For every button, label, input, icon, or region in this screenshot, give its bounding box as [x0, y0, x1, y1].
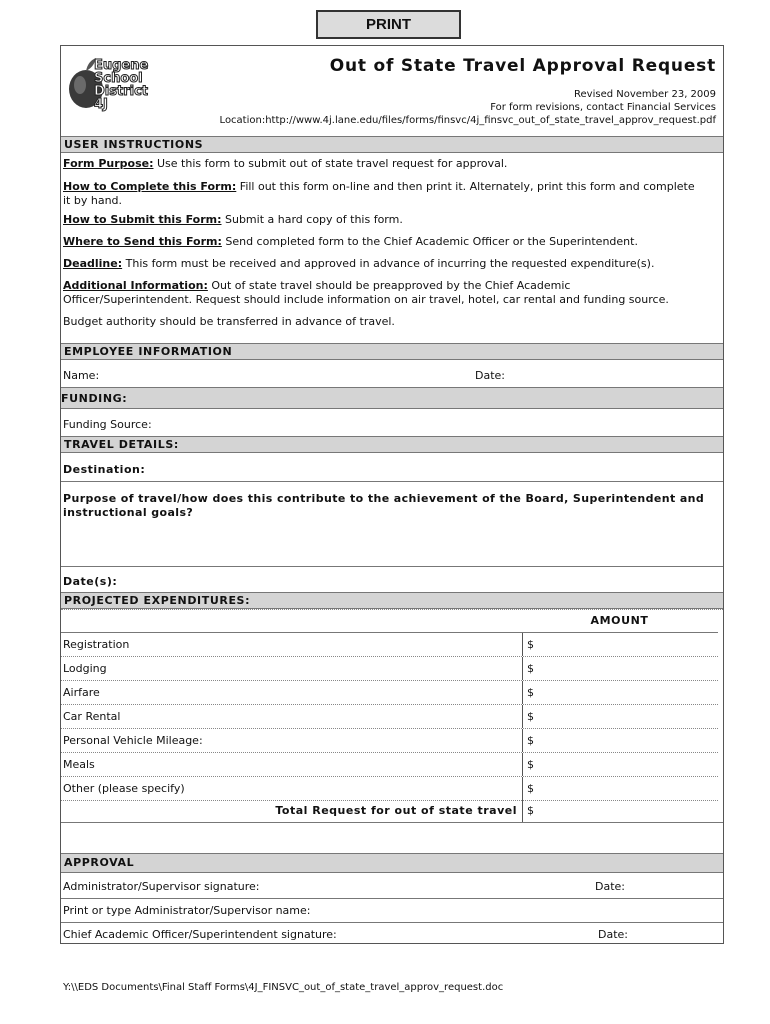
expenditures-header: PROJECTED EXPENDITURES: [61, 592, 723, 609]
purpose-instruction: Form Purpose: Use this form to submit out of state travel request for approval. [63, 157, 508, 170]
name-field[interactable] [100, 362, 470, 386]
admin-name-field[interactable] [325, 899, 718, 921]
expense-label: Personal Vehicle Mileage: [63, 734, 203, 747]
purpose-of-travel-field[interactable] [63, 522, 718, 564]
expense-amount-field[interactable] [522, 729, 717, 752]
expense-label: Registration [63, 638, 130, 651]
employee-date-label: Date: [475, 369, 505, 382]
admin-date-label: Date: [595, 880, 625, 893]
expense-label: Car Rental [63, 710, 121, 723]
send-instruction: Where to Send this Form: Send completed form to the Chief Academic Officer or the Superintendent. [63, 235, 638, 248]
total-amount-field[interactable] [522, 799, 717, 822]
expense-label: Meals [63, 758, 95, 771]
employee-date-field[interactable] [510, 362, 720, 386]
admin-date-field[interactable] [628, 874, 718, 896]
complete-instruction: How to Complete this Form: Fill out this form on-line and then print it. Alternately, print this form and complete [63, 180, 695, 193]
name-label: Name: [63, 369, 100, 382]
revised-date: Revised November 23, 2009 [574, 89, 716, 100]
travel-details-header: TRAVEL DETAILS: [61, 436, 723, 453]
expense-amount-field[interactable] [522, 705, 717, 728]
currency-symbol: $ [527, 782, 534, 795]
district-logo [66, 55, 166, 110]
footer-file-path: Y:\\EDS Documents\Final Staff Forms\4J_FINSVC_out_of_state_travel_approv_request.doc [63, 982, 504, 993]
logo-line-1: Eugene [94, 58, 149, 73]
divider [61, 566, 723, 567]
table-row [61, 705, 723, 729]
table-row [61, 777, 723, 801]
cao-date-field[interactable] [630, 923, 718, 943]
table-row [61, 753, 723, 777]
funding-source-field[interactable] [160, 411, 720, 435]
logo-line-2: School [94, 71, 143, 86]
currency-symbol: $ [527, 686, 534, 699]
expense-label: Airfare [63, 686, 100, 699]
user-instructions-header: USER INSTRUCTIONS [61, 136, 723, 153]
amount-header: AMOUNT [590, 614, 649, 627]
logo-line-3: District 4J [94, 84, 148, 112]
table-row [61, 657, 723, 681]
currency-symbol: $ [527, 710, 534, 723]
destination-field[interactable] [145, 457, 720, 481]
dotted-divider [61, 609, 723, 610]
divider [61, 822, 723, 823]
revisions-contact: For form revisions, contact Financial Services [490, 102, 716, 113]
deadline-instruction: Deadline: This form must be received and approved in advance of incurring the requested expenditure(s). [63, 257, 655, 270]
currency-symbol: $ [527, 804, 534, 817]
table-row [61, 681, 723, 705]
total-label: Total Request for out of state travel [275, 804, 517, 817]
expense-label: Other (please specify) [63, 782, 185, 795]
submit-instruction: How to Submit this Form: Submit a hard copy of this form. [63, 213, 403, 226]
currency-symbol: $ [527, 734, 534, 747]
funding-header: FUNDING: [61, 387, 723, 409]
expense-amount-field[interactable] [522, 753, 717, 776]
funding-source-label: Funding Source: [63, 418, 152, 431]
additional-instruction-cont: Officer/Superintendent. Request should include information on air travel, hotel, car rental and funding source. [63, 293, 669, 306]
additional-instruction: Additional Information: Out of state travel should be preapproved by the Chief Academic [63, 279, 571, 292]
cao-signature-label: Chief Academic Officer/Superintendent signature: [63, 928, 337, 941]
dates-label: Date(s): [63, 575, 118, 588]
currency-symbol: $ [527, 662, 534, 675]
approval-header: APPROVAL [61, 853, 723, 873]
dates-field[interactable] [120, 569, 720, 591]
purpose-of-travel-label-cont: instructional goals? [63, 506, 194, 519]
budget-instruction: Budget authority should be transferred in advance of travel. [63, 315, 395, 328]
currency-symbol: $ [527, 638, 534, 651]
expense-amount-field[interactable] [522, 633, 717, 656]
cao-date-label: Date: [598, 928, 628, 941]
expense-amount-field[interactable] [522, 657, 717, 680]
print-button[interactable]: PRINT [316, 10, 461, 39]
expense-label: Lodging [63, 662, 107, 675]
table-row [61, 633, 723, 657]
divider [61, 481, 723, 482]
table-row [61, 729, 723, 753]
expense-amount-field[interactable] [522, 681, 717, 704]
admin-signature-field[interactable] [270, 874, 590, 896]
purpose-of-travel-label: Purpose of travel/how does this contribute to the achievement of the Board, Superintendent and [63, 492, 705, 505]
form-title: Out of State Travel Approval Request [329, 56, 716, 76]
employee-info-header: EMPLOYEE INFORMATION [61, 343, 723, 360]
admin-name-label: Print or type Administrator/Supervisor name: [63, 904, 311, 917]
destination-label: Destination: [63, 463, 146, 476]
admin-signature-label: Administrator/Supervisor signature: [63, 880, 260, 893]
cao-signature-field[interactable] [350, 923, 590, 943]
expense-amount-field[interactable] [522, 777, 717, 800]
form-location: Location:http://www.4j.lane.edu/files/forms/finsvc/4j_finsvc_out_of_state_travel_approv_request.pdf [219, 115, 716, 126]
currency-symbol: $ [527, 758, 534, 771]
complete-instruction-cont: it by hand. [63, 194, 123, 207]
